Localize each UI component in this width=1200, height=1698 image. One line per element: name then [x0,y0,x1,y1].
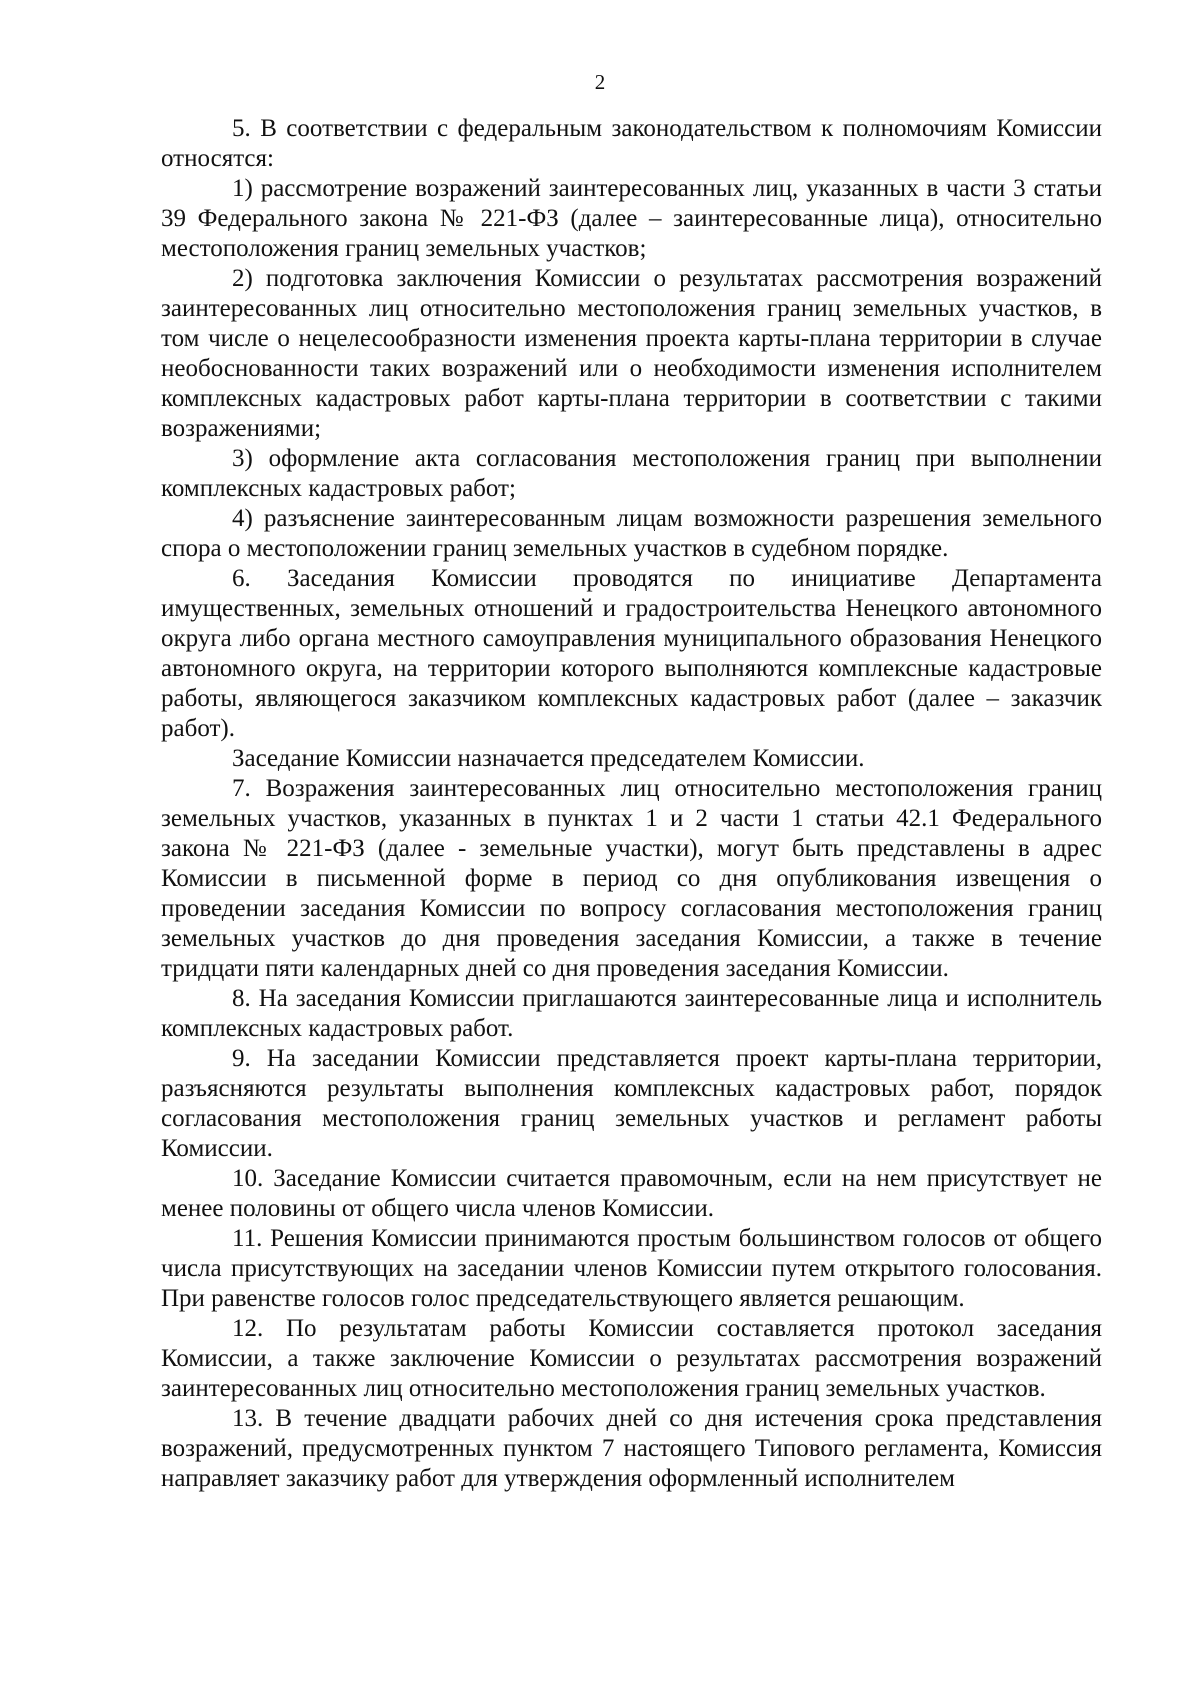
paragraph-item-6-continuation: Заседание Комиссии назначается председателем Комиссии. [232,745,865,772]
paragraph-item-6: 6. Заседания Комиссии проводятся по инициативе Департамента имущественных, земельных отношений и градостроительства Ненецкого автономного округа либо органа местного самоуправления муниципального образования Ненецкого автономного округа, на территории которого выполняются комплексные кадастровые работы, являющегося заказчиком комплексных кадастровых работ (далее – заказчик работ). [161,565,1102,742]
paragraph-item-5: 5. В соответствии с федеральным законодательством к полномочиям Комиссии относятся: [161,115,1102,172]
paragraph-item-13: 13. В течение двадцати рабочих дней со дня истечения срока представления возражений, предусмотренных пунктом 7 настоящего Типового регламента, Комиссия направляет заказчику работ для утверждения оформленный исполнителем [161,1405,1102,1492]
paragraph-item-12: 12. По результатам работы Комиссии составляется протокол заседания Комиссии, а также заключение Комиссии о результатах рассмотрения возражений заинтересованных лиц относительно местоположения границ земельных участков. [161,1315,1102,1402]
paragraph-item-10: 10. Заседание Комиссии считается правомочным, если на нем присутствует не менее половины от общего числа членов Комиссии. [161,1165,1102,1222]
page-number: 2 [594,70,606,94]
paragraph-item-7: 7. Возражения заинтересованных лиц относительно местоположения границ земельных участков, указанных в пунктах 1 и 2 части 1 статьи 42.1 Федерального закона № 221-ФЗ (далее - земельные участки), могут быть представлены в адрес Комиссии в письменной форме в период со дня опубликования извещения о проведении заседания Комиссии по вопросу согласования местоположения границ земельных участков до дня проведения заседания Комиссии, а также в течение тридцати пяти календарных дней со дня проведения заседания Комиссии. [161,775,1102,982]
document-body [161,114,1102,1494]
paragraph-subitem-5-3: 3) оформление акта согласования местоположения границ при выполнении комплексных кадастровых работ; [161,445,1102,502]
paragraph-subitem-5-2: 2) подготовка заключения Комиссии о результатах рассмотрения возражений заинтересованных лиц относительно местоположения границ земельных участков, в том числе о нецелесообразности изменения проекта карты-плана территории в случае необоснованности таких возражений или о необходимости изменения исполнителем комплексных кадастровых работ карты-плана территории в соответствии с такими возражениями; [161,265,1102,442]
paragraph-item-9: 9. На заседании Комиссии представляется проект карты-плана территории, разъясняются результаты выполнения комплексных кадастровых работ, порядок согласования местоположения границ земельных участков и регламент работы Комиссии. [161,1045,1102,1162]
paragraph-subitem-5-4: 4) разъяснение заинтересованным лицам возможности разрешения земельного спора о местоположении границ земельных участков в судебном порядке. [161,505,1102,562]
paragraph-item-8: 8. На заседания Комиссии приглашаются заинтересованные лица и исполнитель комплексных кадастровых работ. [161,985,1102,1042]
paragraph-subitem-5-1: 1) рассмотрение возражений заинтересованных лиц, указанных в части 3 статьи 39 Федерального закона № 221-ФЗ (далее – заинтересованные лица), относительно местоположения границ земельных участков; [161,175,1102,262]
paragraph-item-11: 11. Решения Комиссии принимаются простым большинством голосов от общего числа присутствующих на заседании членов Комиссии путем открытого голосования. При равенстве голосов голос председательствующего является решающим. [161,1225,1102,1312]
